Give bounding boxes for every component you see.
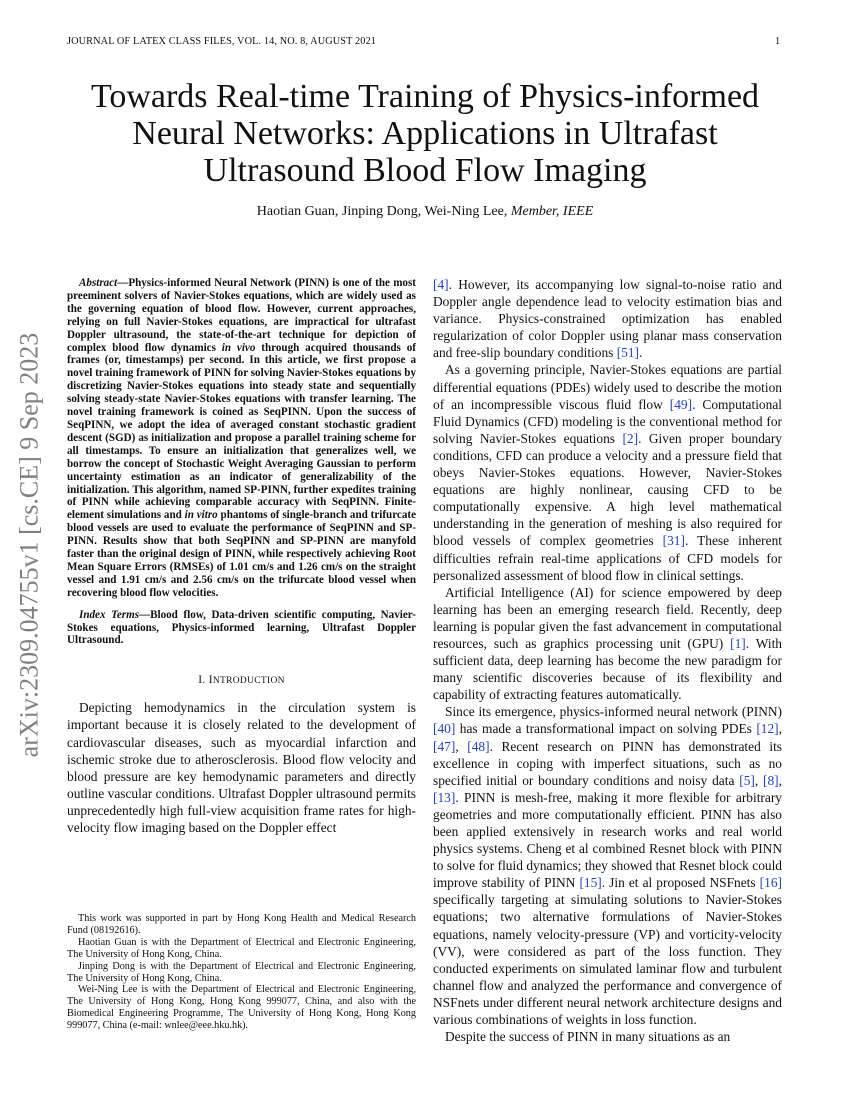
author-membership: Member, IEEE (510, 204, 594, 219)
paragraph-text: . Computational Fluid Dynamics (CFD) modeling is the conventional method for solving Navier-Stokes equations (433, 396, 782, 446)
abstract-text-1: —Physics-informed Neural Network (PINN) is one of the most preeminent solvers of Navier-Stokes equations, which are widely used as the governing equation of blood flow. However, current approaches, relying on full Navier-Stokes equations, are impractical for ultrafast Doppler ultrasound, the state-of-the-art technique for depiction of complex blood flow dynamics (67, 277, 416, 354)
paragraph-pinn (433, 703, 782, 1028)
page-number: 1 (775, 36, 781, 47)
footnote-author-3: Wei-Ning Lee is with the Department of Electrical and Electronic Engineering, The University of Hong Kong, Hong Kong 999077, China, and also with the Biomedical Engineering Programme, The University of Hong Kong, Hong Kong 999077, China (e-mail: wnlee@eee.hku.hk). (67, 984, 416, 1032)
paragraph-text: . Recent research on PINN has demonstrated its excellence in coping with imperfect situations, such as no specified initial or boundary conditions and noisy data (433, 738, 782, 788)
index-terms-label: Index Terms (79, 608, 140, 621)
citation-link[interactable]: [2] (622, 430, 639, 446)
paragraph-ai (433, 584, 782, 704)
paragraph-text: As a governing principle, Navier-Stokes equations are partial differential equations (PDEs) widely used to describe the motion of an incompressible viscous fluid flow (433, 362, 782, 412)
paragraph-navier-stokes (433, 361, 782, 583)
citation-link[interactable]: [47] (433, 738, 456, 754)
paragraph-text: , (778, 721, 782, 737)
index-terms (67, 609, 416, 648)
citation-link[interactable]: [4] (433, 277, 449, 292)
citation-link[interactable]: [5] (739, 772, 755, 788)
paragraph-text: has made a transformational impact on solving PDEs (455, 721, 757, 737)
abstract (67, 277, 416, 600)
paragraph-text: . With sufficient data, deep learning has become the new paradigm for many scientific discoveries because of its flexibility and capability of extracting features automatically. (433, 635, 782, 703)
section-first-letter: I (208, 674, 213, 687)
paragraph-text: . Jin et al proposed NSFnets (601, 875, 760, 891)
paragraph-doppler (433, 276, 782, 361)
arxiv-stamp (4, 300, 54, 790)
paragraph-text: . These inherent difficulties refrain real-time applications of CFD models for personalized assessment of blood flow in clinical settings. (433, 533, 782, 583)
arxiv-identifier: arXiv:2309.04755v1 [cs.CE] 9 Sep 2023 (14, 332, 43, 758)
citation-link[interactable]: [1] (730, 635, 746, 651)
citation-link[interactable]: [48] (467, 738, 490, 754)
running-header: JOURNAL OF LATEX CLASS FILES, VOL. 14, NO. 8, AUGUST 2021 (67, 36, 377, 47)
citation-link[interactable]: [16] (759, 875, 782, 891)
citation-link[interactable]: [8] (763, 772, 779, 788)
footnote-author-1: Haotian Guan is with the Department of Electrical and Electronic Engineering, The University of Hong Kong, China. (67, 936, 416, 960)
paragraph-despite: Despite the success of PINN in many situations as an (445, 1029, 731, 1045)
abstract-in-vitro: in vitro (184, 509, 218, 522)
paragraph-text: . However, its accompanying low signal-to-noise ratio and Doppler angle dependence lead to velocity estimation bias and variance. Physics-constrained optimization has enabled regularization of color Doppler using planar mass conservation and free-slip boundary conditions (433, 277, 782, 361)
citation-link[interactable]: [13] (433, 789, 456, 805)
section-heading-introduction (67, 674, 416, 686)
left-column (67, 277, 416, 836)
abstract-in-vivo: in vivo (221, 341, 256, 354)
paragraph-text: . Given proper boundary conditions, CFD can produce a velocity and a pressure field that obeys Navier-Stokes equations. However, Navier-Stokes equations are highly nonlinear, causing CFD to be computationally expensive. A high level mathematical understanding in the generation of meshing is also required for blood vessels of complex geometries (433, 430, 782, 549)
paragraph-text: , (455, 738, 468, 754)
citation-link[interactable]: [31] (662, 533, 685, 549)
citation-link[interactable]: [15] (579, 875, 602, 891)
paragraph-text: , (778, 772, 783, 788)
paragraph-text: . PINN is mesh-free, making it more flexible for arbitrary geometries and more computationally efficient. PINN has also been applied extensively in research works and real world physics systems. Cheng et al combined Resnet block with PINN to solve for fluid dynamics; they showed that Resnet block could improve stability of PINN (433, 789, 782, 891)
intro-paragraph: Depicting hemodynamics in the circulation system is important because it is closely related to the development of cardiovascular diseases, such as myocardial infarction and ischemic stroke due to atherosclerosis. Blood flow velocity and blood pressure are key hemodynamic parameters and directly outline vascular conditions. Ultrafast Doppler ultrasound permits unprecedentedly high full-view acquisition frame rates for high-velocity flow imaging based on the Doppler effect (67, 700, 416, 836)
paper-title (60, 78, 790, 189)
citation-link[interactable]: [51] (616, 345, 640, 361)
right-column (433, 276, 782, 1045)
section-numeral: I. (198, 674, 209, 687)
footnote-author-2: Jinping Dong is with the Department of Electrical and Electronic Engineering, The University of Hong Kong, China. (67, 960, 416, 984)
section-title-rest: NTRODUCTION (212, 676, 285, 687)
abstract-text-2: through acquired thousands of frames (or, timestamps) per second. In this article, we first propose a novel training framework of PINN for solving Navier-Stokes equations by discretizing Navier-Stokes equations into steady state and sequentially solving steady-state Navier-Stokes equations with transfer learning. The novel training framework is coined as SeqPINN. Upon the success of SeqPINN, we adopt the idea of averaged constant stochastic gradient descent (SGD) as initialization and propose a parallel training scheme for all timestamps. To ensure an initialization that generalizes well, we borrow the concept of Stochastic Weight Averaging Gaussian to perform uncertainty estimation as an indicator of generalizability of the initialization. This algorithm, named SP-PINN, further expedites training of PINN while achieving comparable accuracy with SeqPINN. Finite-element simulations and (67, 341, 416, 522)
index-terms-text: —Blood flow, Data-driven scientific computing, Navier-Stokes equations, Physics-informed learning, Ultrafast Doppler Ultrasound. (67, 608, 416, 647)
title-line-1: Towards Real-time Training of Physics-informed (90, 78, 760, 115)
citation-link[interactable]: [40] (433, 721, 456, 737)
paragraph-text: Since its emergence, physics-informed neural network (PINN) (445, 704, 782, 720)
citation-link[interactable]: [49] (669, 396, 693, 412)
paragraph-text: , (754, 772, 764, 788)
paragraph-text: . (639, 345, 643, 361)
paragraph-text: Artificial Intelligence (AI) for science empowered by deep learning has been an emerging research field. Recently, deep learning is popular given the fast advancement in computational resources, such as graphics processing unit (GPU) (433, 584, 782, 651)
title-line-3: Ultrasound Blood Flow Imaging (203, 152, 647, 189)
abstract-label: Abstract (79, 277, 118, 289)
author-list (60, 204, 790, 220)
title-line-2: Neural Networks: Applications in Ultrafast (132, 115, 718, 152)
paragraph-text: specifically targeting at simulating solutions to Navier-Stokes equations; two alternative formulations of Navier-Stokes equations, namely velocity-pressure (VP) and vorticity-velocity (VV), were considered as part of the loss function. They conducted experiments on simulated laminar flow and turbulent channel flow and analyzed the performance and convergence of NSFnets under different neural network architecture designs and various combinations of weights in loss function. (433, 892, 782, 1028)
citation-link[interactable]: [12] (756, 721, 779, 737)
footnotes (67, 913, 416, 1032)
abstract-text-3: phantoms of single-branch and trifurcate blood vessels are used to evaluate the performance of SeqPINN and SP-PINN. Results show that both SeqPINN and SP-PINN are manyfold faster than the original design of PINN, while respectively achieving Root Mean Square Errors (RMSEs) of 1.01 cm/s and 1.26 cm/s on the straight vessel and 1.91 cm/s and 2.56 cm/s on the trifurcate blood vessel when recovering blood flow velocities. (67, 509, 417, 599)
author-names: Haotian Guan, Jinping Dong, Wei-Ning Lee, (256, 204, 508, 219)
footnote-funding: This work was supported in part by Hong Kong Health and Medical Research Fund (08192616). (67, 913, 416, 936)
